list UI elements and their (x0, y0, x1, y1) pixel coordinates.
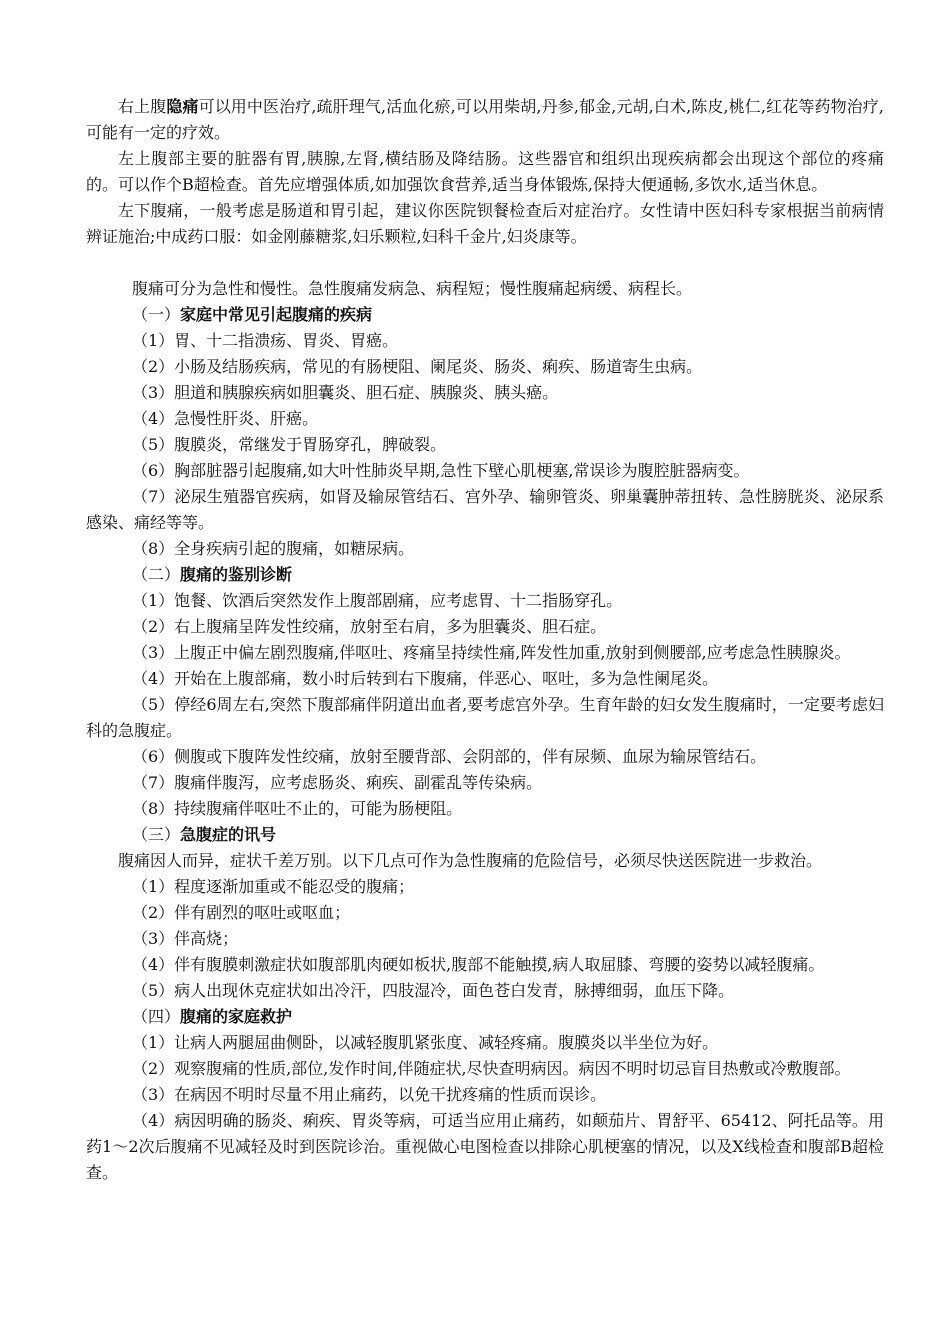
list-item: （2）伴有剧烈的呕吐或呕血； (132, 903, 351, 922)
list-item: （7）腹痛伴腹泻，应考虑肠炎、痢疾、副霍乱等传染病。 (132, 773, 543, 792)
list-item: （1）让病人两腿屈曲侧卧，以减轻腹肌紧张度、减轻疼痛。腹膜炎以半坐位为好。 (132, 1033, 719, 1052)
list-item: （4）病因明确的肠炎、痢疾、胃炎等病，可适当应用止痛药，如颠茄片、胃舒平、65412、阿托品等。用药1～2次后腹痛不见减轻及时到医院诊治。重视做心电图检查以排除心肌梗塞的情况，以及X线检查和腹部B超检查。 (86, 1111, 884, 1182)
section-number: （一） (132, 305, 181, 324)
overview-paragraph: 腹痛可分为急性和慢性。急性腹痛发病急、病程短；慢性腹痛起病缓、病程长。 (132, 279, 693, 298)
list-item: （5）病人出现休克症状如出冷汗，四肢湿冷，面色苍白发青，脉搏细弱，血压下降。 (132, 981, 735, 1000)
list-item: （8）持续腹痛伴呕吐不止的，可能为肠梗阻。 (132, 799, 463, 818)
list-item: （2）右上腹痛呈阵发性绞痛，放射至右肩，多为胆囊炎、胆石症。 (132, 617, 607, 636)
section-title: 家庭中常见引起腹痛的疾病 (180, 305, 373, 324)
list-item: （2）观察腹痛的性质,部位,发作时间,伴随症状,尽快查明病因。病因不明时切忌盲目热敷或冷敷腹部。 (132, 1059, 851, 1078)
list-item: （3）上腹正中偏左剧烈腹痛,伴呕吐、疼痛呈持续性痛,阵发性加重,放射到侧腰部,应考虑急性胰腺炎。 (132, 643, 851, 662)
intro-p1-prefix: 右上腹 (118, 97, 167, 116)
list-item: （3）胆道和胰腺疾病如胆囊炎、胆石症、胰腺炎、胰头癌。 (132, 383, 559, 402)
section-lead-paragraph: 腹痛因人而异，症状千差万别。以下几点可作为急性腹痛的危险信号，必须尽快送医院进一步救治。 (118, 851, 823, 870)
list-item: （6）侧腹或下腹阵发性绞痛，放射至腰背部、会阴部的，伴有尿频、血尿为输尿管结石。 (132, 747, 767, 766)
section-number: （四） (132, 1007, 181, 1026)
paragraph-gap (86, 250, 884, 276)
list-item: （2）小肠及结肠疾病，常见的有肠梗阻、阑尾炎、肠炎、痢疾、肠道寄生虫病。 (132, 357, 703, 376)
list-item: （1）程度逐渐加重或不能忍受的腹痛； (132, 877, 415, 896)
list-item: （4）伴有腹膜刺激症状如腹部肌肉硬如板状,腹部不能触摸,病人取屈膝、弯腰的姿势以减轻腹痛。 (132, 955, 825, 974)
section-heading-3 (86, 822, 884, 848)
section-number: （二） (132, 565, 181, 584)
list-item: （4）急慢性肝炎、肝癌。 (132, 409, 319, 428)
list-item: （6）胸部脏器引起腹痛,如大叶性肺炎早期,急性下壁心肌梗塞,常误诊为腹腔脏器病变。 (132, 461, 750, 480)
list-item: （3）伴高烧； (132, 929, 239, 948)
section-heading-1 (86, 302, 884, 328)
list-item: （1）饱餐、饮酒后突然发作上腹部剧痛，应考虑胃、十二指肠穿孔。 (132, 591, 623, 610)
list-item: （3）在病因不明时尽量不用止痛药，以免干扰疼痛的性质而误诊。 (132, 1085, 607, 1104)
section-heading-2 (86, 562, 884, 588)
intro-paragraph-3: 左下腹痛，一般考虑是肠道和胃引起，建议你医院钡餐检查后对症治疗。女性请中医妇科专家根据当前病情辨证施治;中成药口服：如金刚藤糖浆,妇乐颗粒,妇科千金片,妇炎康等。 (86, 201, 884, 246)
list-item: （7）泌尿生殖器官疾病，如肾及输尿管结石、宫外孕、输卵管炎、卵巢囊肿蒂扭转、急性膀胱炎、泌尿系感染、痛经等等。 (86, 487, 884, 532)
intro-paragraph-1 (86, 94, 884, 146)
section-heading-4 (86, 1004, 884, 1030)
intro-paragraph-2: 左上腹部主要的脏器有胃,胰腺,左肾,横结肠及降结肠。这些器官和组织出现疾病都会出现这个部位的疼痛的。可以作个B超检查。首先应增强体质,如加强饮食营养,适当身体锻炼,保持大便通畅,多饮水,适当休息。 (86, 149, 884, 194)
list-item: （8）全身疾病引起的腹痛，如糖尿病。 (132, 539, 415, 558)
list-item: （4）开始在上腹部痛，数小时后转到右下腹痛，伴恶心、呕吐，多为急性阑尾炎。 (132, 669, 719, 688)
section-title: 腹痛的家庭救护 (180, 1007, 293, 1026)
intro-p1-rest: 可以用中医治疗,疏肝理气,活血化瘀,可以用柴胡,丹参,郁金,元胡,白术,陈皮,桃仁,红花等药物治疗,可能有一定的疗效。 (86, 97, 884, 142)
list-item: （1）胃、十二指溃疡、胃炎、胃癌。 (132, 331, 399, 350)
list-item: （5）腹膜炎，常继发于胃肠穿孔，脾破裂。 (132, 435, 447, 454)
section-title: 急腹症的讯号 (180, 825, 277, 844)
highlight-keyword: 隐痛 (166, 97, 199, 116)
section-number: （三） (132, 825, 181, 844)
section-title: 腹痛的鉴别诊断 (180, 565, 293, 584)
list-item: （5）停经6周左右,突然下腹部痛伴阴道出血者,要考虑宫外孕。生育年龄的妇女发生腹痛时，一定要考虑妇科的急腹症。 (86, 695, 884, 740)
